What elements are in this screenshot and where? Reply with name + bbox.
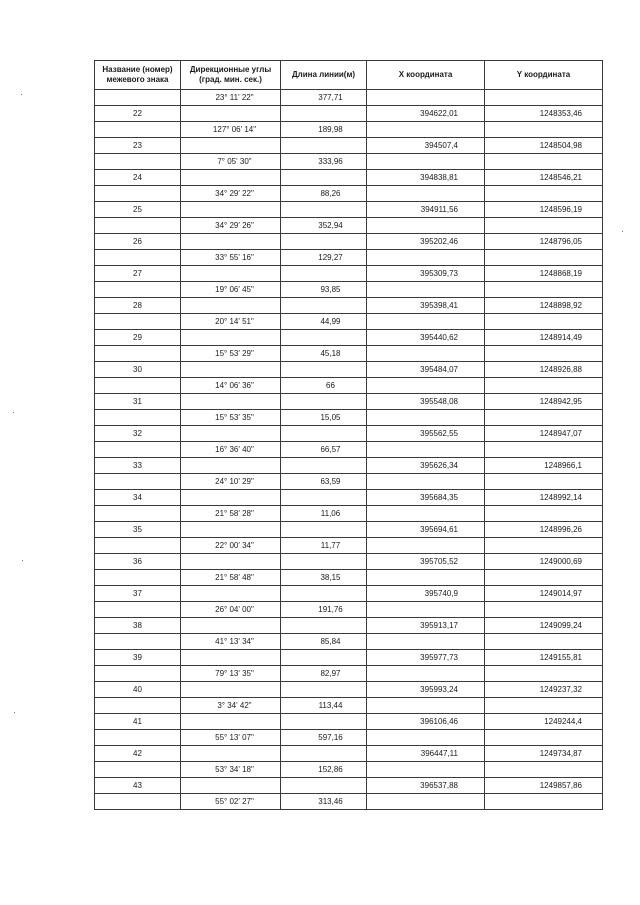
y-coordinate: 1248942,95: [485, 394, 603, 410]
empty-cell: [95, 730, 181, 746]
empty-cell: [181, 106, 281, 122]
mark-name: 39: [95, 650, 181, 666]
direction-angle: 7° 05' 30": [181, 154, 281, 170]
mark-row: [95, 234, 603, 250]
empty-cell: [367, 570, 485, 586]
empty-cell: [367, 442, 485, 458]
y-coordinate: 1249014,97: [485, 586, 603, 602]
direction-angle: 21° 58' 48": [181, 570, 281, 586]
segment-row: [95, 474, 603, 490]
x-coordinate: 394838,81: [367, 170, 485, 186]
empty-cell: [485, 314, 603, 330]
line-length: 82,97: [281, 666, 367, 682]
line-length: 15,05: [281, 410, 367, 426]
empty-cell: [367, 666, 485, 682]
empty-cell: [367, 90, 485, 106]
line-length: 44,99: [281, 314, 367, 330]
x-coordinate: 394622,01: [367, 106, 485, 122]
mark-row: [95, 426, 603, 442]
segment-row: [95, 378, 603, 394]
direction-angle: 14° 06' 36": [181, 378, 281, 394]
empty-cell: [485, 90, 603, 106]
line-length: 38,15: [281, 570, 367, 586]
empty-cell: [181, 746, 281, 762]
mark-name: 26: [95, 234, 181, 250]
y-coordinate: 1248992,14: [485, 490, 603, 506]
empty-cell: [181, 234, 281, 250]
mark-name: 40: [95, 682, 181, 698]
y-coordinate: 1248546,21: [485, 170, 603, 186]
segment-row: [95, 570, 603, 586]
empty-cell: [485, 378, 603, 394]
empty-cell: [485, 154, 603, 170]
table-body: [95, 90, 603, 810]
empty-cell: [485, 602, 603, 618]
empty-cell: [281, 554, 367, 570]
mark-name: 31: [95, 394, 181, 410]
empty-cell: [281, 330, 367, 346]
mark-name: 29: [95, 330, 181, 346]
y-coordinate: 1248966,1: [485, 458, 603, 474]
empty-cell: [181, 202, 281, 218]
segment-row: [95, 666, 603, 682]
empty-cell: [367, 186, 485, 202]
empty-cell: [95, 314, 181, 330]
empty-cell: [367, 282, 485, 298]
empty-cell: [367, 538, 485, 554]
empty-cell: [367, 314, 485, 330]
empty-cell: [485, 666, 603, 682]
segment-row: [95, 730, 603, 746]
empty-cell: [281, 458, 367, 474]
empty-cell: [181, 522, 281, 538]
direction-angle: 26° 04' 00": [181, 602, 281, 618]
header-mark-name: Название (номер) межевого знака: [95, 61, 181, 90]
empty-cell: [485, 794, 603, 810]
segment-row: [95, 538, 603, 554]
empty-cell: [485, 442, 603, 458]
segment-row: [95, 90, 603, 106]
y-coordinate: 1249857,86: [485, 778, 603, 794]
direction-angle: 22° 00' 34": [181, 538, 281, 554]
y-coordinate: 1249237,32: [485, 682, 603, 698]
segment-row: [95, 602, 603, 618]
scan-speck: [21, 94, 22, 95]
direction-angle: 33° 55' 16": [181, 250, 281, 266]
empty-cell: [367, 346, 485, 362]
scan-speck: [22, 560, 23, 561]
y-coordinate: 1248868,19: [485, 266, 603, 282]
empty-cell: [181, 618, 281, 634]
empty-cell: [281, 234, 367, 250]
x-coordinate: 396537,88: [367, 778, 485, 794]
line-length: 152,86: [281, 762, 367, 778]
mark-row: [95, 490, 603, 506]
empty-cell: [485, 570, 603, 586]
empty-cell: [367, 122, 485, 138]
empty-cell: [181, 298, 281, 314]
x-coordinate: 395440,62: [367, 330, 485, 346]
direction-angle: 34° 29' 22": [181, 186, 281, 202]
x-coordinate: 395626,34: [367, 458, 485, 474]
mark-row: [95, 298, 603, 314]
empty-cell: [95, 506, 181, 522]
segment-row: [95, 346, 603, 362]
empty-cell: [181, 650, 281, 666]
line-length: 377,71: [281, 90, 367, 106]
header-row: [95, 61, 603, 90]
mark-name: 43: [95, 778, 181, 794]
segment-row: [95, 762, 603, 778]
y-coordinate: 1248353,46: [485, 106, 603, 122]
segment-row: [95, 122, 603, 138]
direction-angle: 19° 06' 45": [181, 282, 281, 298]
coordinates-table: [94, 60, 603, 810]
table-header: [95, 61, 603, 90]
direction-angle: 21° 58' 28": [181, 506, 281, 522]
line-length: 191,76: [281, 602, 367, 618]
mark-name: 37: [95, 586, 181, 602]
direction-angle: 55° 13' 07": [181, 730, 281, 746]
mark-name: 23: [95, 138, 181, 154]
empty-cell: [281, 298, 367, 314]
y-coordinate: 1248996,26: [485, 522, 603, 538]
empty-cell: [281, 106, 367, 122]
line-length: 189,98: [281, 122, 367, 138]
segment-row: [95, 634, 603, 650]
empty-cell: [95, 602, 181, 618]
segment-row: [95, 282, 603, 298]
empty-cell: [95, 346, 181, 362]
mark-row: [95, 778, 603, 794]
empty-cell: [281, 202, 367, 218]
empty-cell: [367, 154, 485, 170]
empty-cell: [367, 250, 485, 266]
x-coordinate: 395705,52: [367, 554, 485, 570]
empty-cell: [367, 410, 485, 426]
direction-angle: 41° 13' 34": [181, 634, 281, 650]
line-length: 352,94: [281, 218, 367, 234]
header-x-coordinate: X координата: [367, 61, 485, 90]
empty-cell: [181, 778, 281, 794]
y-coordinate: 1249099,24: [485, 618, 603, 634]
empty-cell: [281, 650, 367, 666]
direction-angle: 53° 34' 18": [181, 762, 281, 778]
empty-cell: [181, 426, 281, 442]
mark-row: [95, 330, 603, 346]
empty-cell: [367, 634, 485, 650]
line-length: 93,85: [281, 282, 367, 298]
empty-cell: [95, 378, 181, 394]
empty-cell: [485, 250, 603, 266]
x-coordinate: 395398,41: [367, 298, 485, 314]
segment-row: [95, 218, 603, 234]
direction-angle: 3° 34' 42": [181, 698, 281, 714]
y-coordinate: 1248947,07: [485, 426, 603, 442]
x-coordinate: 396447,11: [367, 746, 485, 762]
mark-row: [95, 170, 603, 186]
direction-angle: 79° 13' 35": [181, 666, 281, 682]
empty-cell: [181, 138, 281, 154]
empty-cell: [485, 474, 603, 490]
empty-cell: [281, 170, 367, 186]
empty-cell: [485, 186, 603, 202]
empty-cell: [485, 410, 603, 426]
empty-cell: [485, 346, 603, 362]
empty-cell: [281, 586, 367, 602]
empty-cell: [367, 730, 485, 746]
empty-cell: [95, 218, 181, 234]
direction-angle: 127° 06' 14": [181, 122, 281, 138]
empty-cell: [485, 218, 603, 234]
empty-cell: [281, 362, 367, 378]
direction-angle: 24° 10' 29": [181, 474, 281, 490]
mark-name: 28: [95, 298, 181, 314]
empty-cell: [367, 602, 485, 618]
x-coordinate: 395694,61: [367, 522, 485, 538]
segment-row: [95, 314, 603, 330]
line-length: 66,57: [281, 442, 367, 458]
mark-row: [95, 138, 603, 154]
x-coordinate: 395562,55: [367, 426, 485, 442]
empty-cell: [281, 138, 367, 154]
empty-cell: [95, 538, 181, 554]
line-length: 597,16: [281, 730, 367, 746]
segment-row: [95, 186, 603, 202]
empty-cell: [95, 666, 181, 682]
direction-angle: 34° 29' 26": [181, 218, 281, 234]
mark-name: 24: [95, 170, 181, 186]
y-coordinate: 1248504,98: [485, 138, 603, 154]
line-length: 45,18: [281, 346, 367, 362]
empty-cell: [485, 538, 603, 554]
mark-row: [95, 714, 603, 730]
empty-cell: [95, 282, 181, 298]
mark-name: 27: [95, 266, 181, 282]
empty-cell: [367, 794, 485, 810]
empty-cell: [281, 682, 367, 698]
empty-cell: [485, 698, 603, 714]
empty-cell: [367, 506, 485, 522]
empty-cell: [181, 586, 281, 602]
x-coordinate: 395309,73: [367, 266, 485, 282]
empty-cell: [485, 730, 603, 746]
direction-angle: 20° 14' 51": [181, 314, 281, 330]
segment-row: [95, 250, 603, 266]
mark-row: [95, 458, 603, 474]
empty-cell: [367, 218, 485, 234]
x-coordinate: 395993,24: [367, 682, 485, 698]
mark-name: 35: [95, 522, 181, 538]
mark-row: [95, 586, 603, 602]
x-coordinate: 394911,56: [367, 202, 485, 218]
empty-cell: [367, 762, 485, 778]
mark-row: [95, 618, 603, 634]
x-coordinate: 396106,46: [367, 714, 485, 730]
empty-cell: [181, 714, 281, 730]
mark-row: [95, 554, 603, 570]
y-coordinate: 1249244,4: [485, 714, 603, 730]
header-line-length: Длина линии(м): [281, 61, 367, 90]
segment-row: [95, 442, 603, 458]
mark-name: 41: [95, 714, 181, 730]
direction-angle: 23° 11' 22": [181, 90, 281, 106]
empty-cell: [95, 90, 181, 106]
direction-angle: 16° 36' 40": [181, 442, 281, 458]
empty-cell: [281, 394, 367, 410]
empty-cell: [485, 282, 603, 298]
mark-name: 25: [95, 202, 181, 218]
empty-cell: [281, 522, 367, 538]
mark-row: [95, 362, 603, 378]
empty-cell: [181, 362, 281, 378]
line-length: 85,84: [281, 634, 367, 650]
empty-cell: [181, 554, 281, 570]
scan-speck: [14, 712, 15, 713]
mark-row: [95, 106, 603, 122]
empty-cell: [485, 762, 603, 778]
mark-row: [95, 682, 603, 698]
empty-cell: [485, 634, 603, 650]
line-length: 66: [281, 378, 367, 394]
mark-name: 42: [95, 746, 181, 762]
header-direction-angle: Дирекционные углы (град. мин. сек.): [181, 61, 281, 90]
segment-row: [95, 410, 603, 426]
segment-row: [95, 154, 603, 170]
empty-cell: [95, 794, 181, 810]
empty-cell: [95, 762, 181, 778]
empty-cell: [367, 378, 485, 394]
mark-row: [95, 650, 603, 666]
empty-cell: [181, 330, 281, 346]
line-length: 113,44: [281, 698, 367, 714]
empty-cell: [367, 698, 485, 714]
empty-cell: [95, 122, 181, 138]
line-length: 313,46: [281, 794, 367, 810]
scan-speck: [622, 231, 623, 232]
segment-row: [95, 506, 603, 522]
segment-row: [95, 698, 603, 714]
x-coordinate: 395484,07: [367, 362, 485, 378]
empty-cell: [95, 250, 181, 266]
line-length: 129,27: [281, 250, 367, 266]
empty-cell: [281, 618, 367, 634]
mark-row: [95, 522, 603, 538]
empty-cell: [367, 474, 485, 490]
empty-cell: [181, 458, 281, 474]
empty-cell: [281, 746, 367, 762]
mark-row: [95, 394, 603, 410]
y-coordinate: 1249000,69: [485, 554, 603, 570]
empty-cell: [181, 266, 281, 282]
mark-name: 32: [95, 426, 181, 442]
empty-cell: [95, 570, 181, 586]
direction-angle: 15° 53' 29": [181, 346, 281, 362]
empty-cell: [95, 410, 181, 426]
header-y-coordinate: Y координата: [485, 61, 603, 90]
empty-cell: [95, 154, 181, 170]
segment-row: [95, 794, 603, 810]
empty-cell: [281, 266, 367, 282]
empty-cell: [95, 634, 181, 650]
empty-cell: [485, 122, 603, 138]
x-coordinate: 395202,46: [367, 234, 485, 250]
x-coordinate: 395740,9: [367, 586, 485, 602]
mark-name: 36: [95, 554, 181, 570]
empty-cell: [95, 186, 181, 202]
empty-cell: [281, 490, 367, 506]
empty-cell: [181, 170, 281, 186]
x-coordinate: 395548,08: [367, 394, 485, 410]
mark-name: 34: [95, 490, 181, 506]
x-coordinate: 394507,4: [367, 138, 485, 154]
empty-cell: [95, 474, 181, 490]
empty-cell: [95, 698, 181, 714]
y-coordinate: 1248796,05: [485, 234, 603, 250]
empty-cell: [281, 778, 367, 794]
empty-cell: [181, 682, 281, 698]
line-length: 11,77: [281, 538, 367, 554]
y-coordinate: 1249734,87: [485, 746, 603, 762]
x-coordinate: 395913,17: [367, 618, 485, 634]
line-length: 88,26: [281, 186, 367, 202]
empty-cell: [485, 506, 603, 522]
y-coordinate: 1248914,49: [485, 330, 603, 346]
mark-row: [95, 202, 603, 218]
empty-cell: [181, 490, 281, 506]
mark-name: 30: [95, 362, 181, 378]
direction-angle: 55° 02' 27": [181, 794, 281, 810]
y-coordinate: 1248926,88: [485, 362, 603, 378]
line-length: 63,59: [281, 474, 367, 490]
mark-row: [95, 266, 603, 282]
mark-name: 22: [95, 106, 181, 122]
y-coordinate: 1248596,19: [485, 202, 603, 218]
x-coordinate: 395977,73: [367, 650, 485, 666]
x-coordinate: 395684,35: [367, 490, 485, 506]
line-length: 333,96: [281, 154, 367, 170]
empty-cell: [95, 442, 181, 458]
empty-cell: [281, 426, 367, 442]
mark-name: 33: [95, 458, 181, 474]
mark-row: [95, 746, 603, 762]
direction-angle: 15° 53' 35": [181, 410, 281, 426]
scan-speck: [13, 412, 14, 413]
mark-name: 38: [95, 618, 181, 634]
empty-cell: [281, 714, 367, 730]
y-coordinate: 1249155,81: [485, 650, 603, 666]
line-length: 11,06: [281, 506, 367, 522]
y-coordinate: 1248898,92: [485, 298, 603, 314]
empty-cell: [181, 394, 281, 410]
